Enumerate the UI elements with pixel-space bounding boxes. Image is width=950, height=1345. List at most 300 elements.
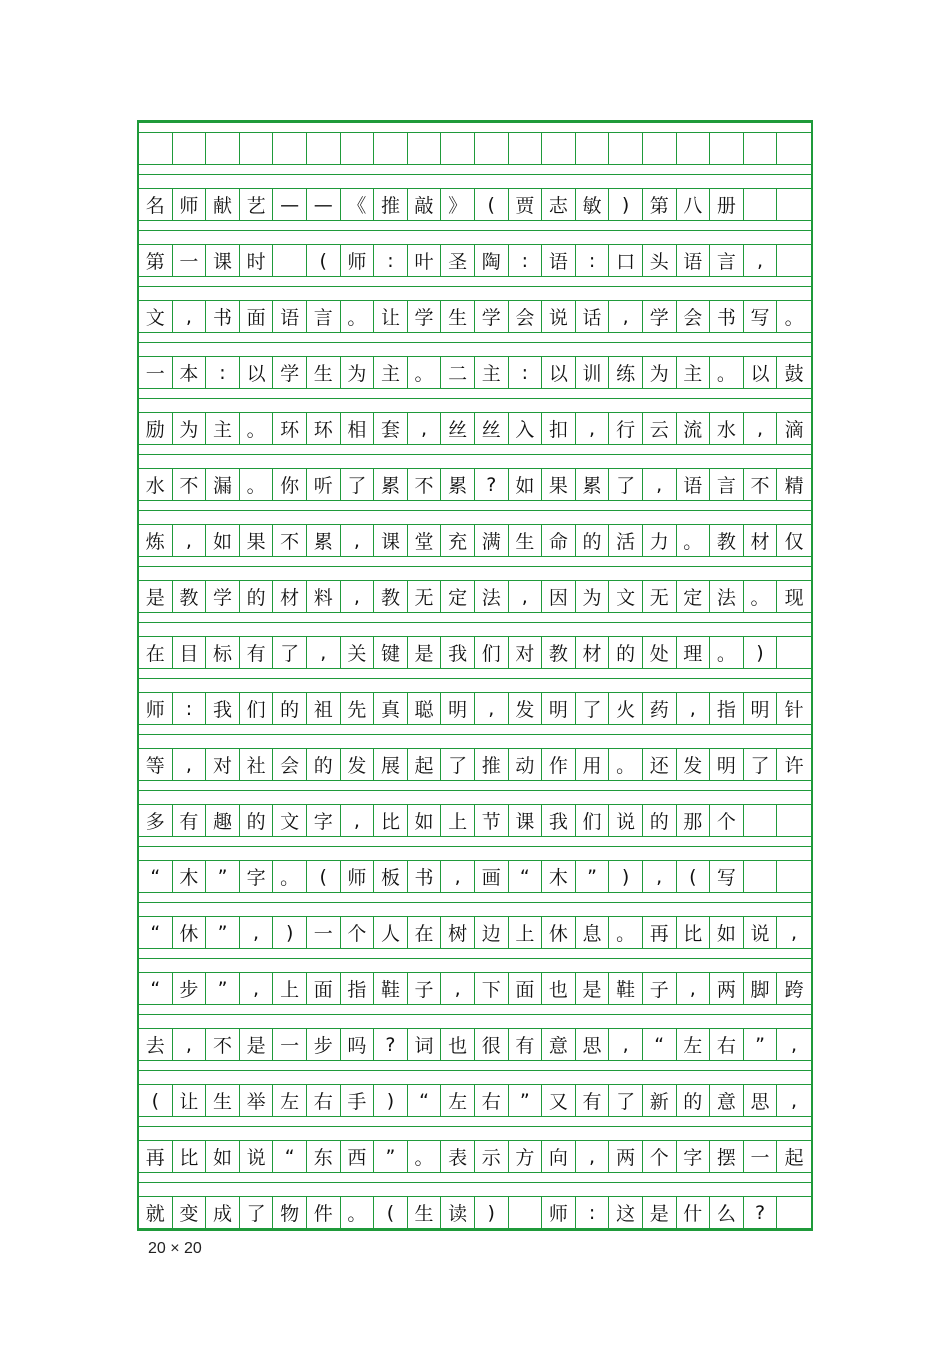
grid-cell: 多 <box>139 804 173 837</box>
grid-cell: “ <box>408 1084 442 1117</box>
grid-cell: ( <box>139 1084 173 1117</box>
grid-cell: 力 <box>643 524 677 557</box>
grid-cell: 发 <box>677 748 711 781</box>
grid-cell: 献 <box>206 188 240 221</box>
grid-cell: 言 <box>307 300 341 333</box>
grid-cell: , <box>744 244 778 277</box>
grid-cell: 如 <box>710 916 744 949</box>
grid-cell: 。 <box>777 300 811 333</box>
grid-cell: 如 <box>509 468 543 501</box>
grid-cell: , <box>576 412 610 445</box>
grid-cell: 么 <box>710 1196 744 1229</box>
grid-cell: 真 <box>374 692 408 725</box>
grid-cell: 有 <box>509 1028 543 1061</box>
grid-cell: 有 <box>173 804 207 837</box>
grid-cell: 个 <box>341 916 375 949</box>
grid-cell: ) <box>744 636 778 669</box>
grid-cell: 再 <box>643 916 677 949</box>
grid-cell: 敏 <box>576 188 610 221</box>
grid-cell: 漏 <box>206 468 240 501</box>
grid-cell: ? <box>374 1028 408 1061</box>
grid-cell <box>744 804 778 837</box>
grid-spacer-line <box>139 454 811 455</box>
grid-cell: 息 <box>576 916 610 949</box>
grid-cell: 发 <box>341 748 375 781</box>
grid-cell: 读 <box>441 1196 475 1229</box>
grid-cell: 的 <box>273 692 307 725</box>
grid-cell: 还 <box>643 748 677 781</box>
grid-cell: 向 <box>542 1140 576 1173</box>
grid-cell: 药 <box>643 692 677 725</box>
grid-cell: 指 <box>710 692 744 725</box>
grid-cell: 学 <box>643 300 677 333</box>
grid-cell: 新 <box>643 1084 677 1117</box>
grid-cell: 学 <box>408 300 442 333</box>
grid-cell: 堂 <box>408 524 442 557</box>
grid-cell: 云 <box>643 412 677 445</box>
grid-cell: 如 <box>206 524 240 557</box>
grid-cell <box>240 132 274 165</box>
grid-cell: 节 <box>475 804 509 837</box>
manuscript-grid-paper <box>137 120 813 1231</box>
grid-cell: 教 <box>173 580 207 613</box>
grid-cell: 左 <box>677 1028 711 1061</box>
grid-cell: “ <box>509 860 543 893</box>
grid-cell: — <box>273 188 307 221</box>
grid-cell <box>509 1196 543 1229</box>
grid-cell: 右 <box>710 1028 744 1061</box>
grid-cell: 累 <box>374 468 408 501</box>
grid-cell: 是 <box>643 1196 677 1229</box>
grid-cell: 什 <box>677 1196 711 1229</box>
grid-size-label: 20 × 20 <box>148 1240 202 1257</box>
grid-cell: , <box>173 1028 207 1061</box>
grid-cell: 物 <box>273 1196 307 1229</box>
grid-cell: 是 <box>139 580 173 613</box>
grid-cell: 生 <box>206 1084 240 1117</box>
grid-cell: 不 <box>744 468 778 501</box>
grid-cell: , <box>609 300 643 333</box>
grid-cell: 一 <box>307 916 341 949</box>
grid-cell: 说 <box>240 1140 274 1173</box>
grid-cell: 精 <box>777 468 811 501</box>
grid-cell: ( <box>374 1196 408 1229</box>
grid-cell: ” <box>206 972 240 1005</box>
grid-spacer-line <box>139 1126 811 1127</box>
grid-cell: 水 <box>139 468 173 501</box>
grid-cell: 会 <box>509 300 543 333</box>
grid-cell: 第 <box>643 188 677 221</box>
grid-row <box>139 300 811 333</box>
grid-cell: 。 <box>240 468 274 501</box>
grid-cell: 两 <box>710 972 744 1005</box>
grid-cell: 以 <box>240 356 274 389</box>
grid-cell: 推 <box>475 748 509 781</box>
grid-cell: 是 <box>408 636 442 669</box>
grid-cell <box>744 132 778 165</box>
grid-spacer-line <box>139 1182 811 1183</box>
grid-cell: 休 <box>542 916 576 949</box>
grid-spacer-line <box>139 622 811 623</box>
grid-spacer-line <box>139 902 811 903</box>
grid-cell: ” <box>509 1084 543 1117</box>
grid-cell: 。 <box>341 1196 375 1229</box>
grid-cell: 很 <box>475 1028 509 1061</box>
grid-cell: 的 <box>677 1084 711 1117</box>
grid-cell: 法 <box>475 580 509 613</box>
grid-cell: 就 <box>139 1196 173 1229</box>
grid-cell: 们 <box>576 804 610 837</box>
grid-cell: 再 <box>139 1140 173 1173</box>
grid-cell: 们 <box>475 636 509 669</box>
grid-cell: 仅 <box>777 524 811 557</box>
grid-cell: 师 <box>341 860 375 893</box>
grid-cell: 意 <box>542 1028 576 1061</box>
grid-cell: : <box>509 244 543 277</box>
grid-cell: 吗 <box>341 1028 375 1061</box>
grid-cell: 材 <box>273 580 307 613</box>
grid-spacer-line <box>139 1014 811 1015</box>
grid-row <box>139 580 811 613</box>
grid-cell: 主 <box>677 356 711 389</box>
grid-cell: 累 <box>576 468 610 501</box>
grid-cell: , <box>441 972 475 1005</box>
grid-cell: 鼓 <box>777 356 811 389</box>
grid-cell: 左 <box>273 1084 307 1117</box>
grid-spacer-line <box>139 286 811 287</box>
grid-cell <box>609 132 643 165</box>
grid-cell <box>744 188 778 221</box>
grid-cell: , <box>777 1084 811 1117</box>
grid-cell: , <box>240 972 274 1005</box>
grid-cell: 也 <box>542 972 576 1005</box>
grid-cell: 板 <box>374 860 408 893</box>
grid-cell: 作 <box>542 748 576 781</box>
grid-cell: 聪 <box>408 692 442 725</box>
grid-cell: 八 <box>677 188 711 221</box>
grid-cell <box>677 132 711 165</box>
grid-cell: 这 <box>609 1196 643 1229</box>
grid-cell: , <box>643 860 677 893</box>
grid-cell: 字 <box>677 1140 711 1173</box>
grid-cell: 。 <box>710 636 744 669</box>
grid-row <box>139 1028 811 1061</box>
grid-cell: 的 <box>240 804 274 837</box>
grid-cell: 志 <box>542 188 576 221</box>
grid-cell: 人 <box>374 916 408 949</box>
grid-cell: 你 <box>273 468 307 501</box>
grid-cell: 教 <box>374 580 408 613</box>
grid-cell: 。 <box>609 748 643 781</box>
grid-spacer-line <box>139 342 811 343</box>
grid-cell: 的 <box>609 636 643 669</box>
grid-cell: , <box>509 580 543 613</box>
grid-cell: 入 <box>509 412 543 445</box>
grid-cell: 。 <box>677 524 711 557</box>
grid-cell: 无 <box>643 580 677 613</box>
grid-cell: 不 <box>408 468 442 501</box>
grid-cell: 对 <box>206 748 240 781</box>
grid-cell: 炼 <box>139 524 173 557</box>
grid-cell: 面 <box>509 972 543 1005</box>
grid-cell: 累 <box>307 524 341 557</box>
grid-cell: 主 <box>374 356 408 389</box>
grid-cell: 了 <box>744 748 778 781</box>
grid-cell: 语 <box>542 244 576 277</box>
grid-cell: 推 <box>374 188 408 221</box>
grid-cell: 师 <box>173 188 207 221</box>
grid-cell: 。 <box>744 580 778 613</box>
grid-cell: 时 <box>240 244 274 277</box>
grid-cell: , <box>341 524 375 557</box>
grid-cell: 树 <box>441 916 475 949</box>
grid-cell: 的 <box>576 524 610 557</box>
grid-cell: 流 <box>677 412 711 445</box>
grid-cell <box>777 244 811 277</box>
grid-cell: ( <box>677 860 711 893</box>
grid-cell: 摆 <box>710 1140 744 1173</box>
grid-row <box>139 1140 811 1173</box>
grid-cell: — <box>307 188 341 221</box>
grid-cell: 不 <box>206 1028 240 1061</box>
grid-spacer-line <box>139 510 811 511</box>
grid-cell: 个 <box>710 804 744 837</box>
grid-cell: 了 <box>273 636 307 669</box>
grid-row <box>139 916 811 949</box>
grid-cell: 个 <box>643 1140 677 1173</box>
grid-cell: 》 <box>441 188 475 221</box>
grid-cell: 步 <box>173 972 207 1005</box>
grid-cell: 思 <box>576 1028 610 1061</box>
grid-cell: 写 <box>710 860 744 893</box>
grid-cell: 上 <box>273 972 307 1005</box>
grid-cell: 丝 <box>441 412 475 445</box>
grid-cell: 本 <box>173 356 207 389</box>
grid-cell: 变 <box>173 1196 207 1229</box>
grid-cell <box>139 132 173 165</box>
grid-cell: 果 <box>240 524 274 557</box>
grid-cell: 指 <box>341 972 375 1005</box>
grid-cell: 趣 <box>206 804 240 837</box>
grid-cell: 一 <box>139 356 173 389</box>
grid-cell: 是 <box>576 972 610 1005</box>
grid-cell: 动 <box>509 748 543 781</box>
grid-cell: 字 <box>307 804 341 837</box>
grid-cell: 步 <box>307 1028 341 1061</box>
grid-cell: 法 <box>710 580 744 613</box>
grid-cell: ? <box>475 468 509 501</box>
grid-cell: 如 <box>206 1140 240 1173</box>
grid-cell <box>777 188 811 221</box>
grid-cell: 了 <box>441 748 475 781</box>
grid-cell <box>777 636 811 669</box>
grid-cell: 一 <box>273 1028 307 1061</box>
grid-row <box>139 1084 811 1117</box>
grid-cell: ” <box>374 1140 408 1173</box>
grid-row <box>139 412 811 445</box>
grid-cell: 表 <box>441 1140 475 1173</box>
grid-cell: 说 <box>542 300 576 333</box>
grid-cell: 敲 <box>408 188 442 221</box>
grid-cell: , <box>777 1028 811 1061</box>
grid-cell: 的 <box>307 748 341 781</box>
grid-cell: 因 <box>542 580 576 613</box>
grid-cell: 又 <box>542 1084 576 1117</box>
grid-cell: 目 <box>173 636 207 669</box>
grid-cell: 等 <box>139 748 173 781</box>
grid-cell: , <box>643 468 677 501</box>
grid-cell: ) <box>475 1196 509 1229</box>
grid-cell: 语 <box>677 468 711 501</box>
grid-spacer-line <box>139 1070 811 1071</box>
grid-cell: 木 <box>542 860 576 893</box>
grid-cell: 。 <box>710 356 744 389</box>
grid-cell: : <box>576 1196 610 1229</box>
grid-cell: 了 <box>609 468 643 501</box>
grid-cell: 边 <box>475 916 509 949</box>
grid-cell <box>307 132 341 165</box>
grid-cell: , <box>475 692 509 725</box>
grid-cell: 师 <box>139 692 173 725</box>
grid-cell <box>710 132 744 165</box>
grid-cell: 下 <box>475 972 509 1005</box>
grid-cell: 语 <box>677 244 711 277</box>
grid-cell: , <box>408 412 442 445</box>
grid-cell: 我 <box>441 636 475 669</box>
grid-cell: , <box>576 1140 610 1173</box>
grid-cell: 陶 <box>475 244 509 277</box>
grid-cell: 相 <box>341 412 375 445</box>
grid-cell: 举 <box>240 1084 274 1117</box>
grid-cell: 学 <box>475 300 509 333</box>
grid-cell: 去 <box>139 1028 173 1061</box>
grid-cell: 示 <box>475 1140 509 1173</box>
grid-cell: ( <box>307 860 341 893</box>
grid-cell: 社 <box>240 748 274 781</box>
grid-cell: 主 <box>475 356 509 389</box>
grid-cell: 词 <box>408 1028 442 1061</box>
grid-cell: 会 <box>273 748 307 781</box>
grid-cell: 理 <box>677 636 711 669</box>
grid-cell: 的 <box>643 804 677 837</box>
grid-cell <box>475 132 509 165</box>
grid-row <box>139 748 811 781</box>
grid-cell: 不 <box>273 524 307 557</box>
grid-cell: 。 <box>609 916 643 949</box>
grid-cell: 右 <box>307 1084 341 1117</box>
grid-spacer-line <box>139 174 811 175</box>
grid-cell: 比 <box>677 916 711 949</box>
grid-cell: 画 <box>475 860 509 893</box>
grid-cell <box>777 132 811 165</box>
grid-cell: ? <box>744 1196 778 1229</box>
grid-spacer-line <box>139 398 811 399</box>
grid-row <box>139 972 811 1005</box>
grid-cell: 明 <box>744 692 778 725</box>
grid-cell: 励 <box>139 412 173 445</box>
grid-spacer-line <box>139 790 811 791</box>
grid-cell: 起 <box>408 748 442 781</box>
grid-cell: 为 <box>576 580 610 613</box>
grid-cell: 丝 <box>475 412 509 445</box>
grid-cell: 训 <box>576 356 610 389</box>
grid-cell: 生 <box>408 1196 442 1229</box>
grid-cell: 思 <box>744 1084 778 1117</box>
grid-cell: 文 <box>609 580 643 613</box>
grid-cell <box>643 132 677 165</box>
grid-cell: 们 <box>240 692 274 725</box>
grid-cell: 名 <box>139 188 173 221</box>
grid-cell: 的 <box>240 580 274 613</box>
grid-cell: 学 <box>273 356 307 389</box>
grid-cell: 话 <box>576 300 610 333</box>
grid-row <box>139 636 811 669</box>
grid-cell <box>744 860 778 893</box>
grid-cell: 文 <box>273 804 307 837</box>
grid-cell: 教 <box>710 524 744 557</box>
grid-cell: 叶 <box>408 244 442 277</box>
grid-cell: ) <box>609 860 643 893</box>
grid-cell: 鞋 <box>374 972 408 1005</box>
grid-cell: ) <box>374 1084 408 1117</box>
grid-cell: 听 <box>307 468 341 501</box>
grid-cell: 明 <box>542 692 576 725</box>
grid-cell <box>777 860 811 893</box>
grid-cell: 意 <box>710 1084 744 1117</box>
grid-cell: 比 <box>374 804 408 837</box>
grid-spacer-line <box>139 958 811 959</box>
grid-cell: 。 <box>273 860 307 893</box>
grid-cell: , <box>744 412 778 445</box>
grid-cell: 练 <box>609 356 643 389</box>
grid-cell: “ <box>139 972 173 1005</box>
grid-cell: : <box>509 356 543 389</box>
grid-cell: 面 <box>307 972 341 1005</box>
grid-cell: 许 <box>777 748 811 781</box>
grid-cell: 在 <box>139 636 173 669</box>
grid-cell: 一 <box>744 1140 778 1173</box>
grid-cell: 会 <box>677 300 711 333</box>
grid-cell: 充 <box>441 524 475 557</box>
grid-cell: “ <box>273 1140 307 1173</box>
grid-cell: 有 <box>240 636 274 669</box>
grid-cell: 师 <box>341 244 375 277</box>
grid-cell <box>273 132 307 165</box>
grid-cell: 成 <box>206 1196 240 1229</box>
grid-cell: “ <box>139 860 173 893</box>
grid-cell: 明 <box>710 748 744 781</box>
grid-cell: 第 <box>139 244 173 277</box>
grid-cell: 说 <box>609 804 643 837</box>
grid-cell: ( <box>307 244 341 277</box>
grid-cell: 让 <box>173 1084 207 1117</box>
grid-cell: , <box>173 300 207 333</box>
grid-cell: 针 <box>777 692 811 725</box>
grid-row <box>139 524 811 557</box>
grid-cell: 。 <box>408 1140 442 1173</box>
grid-cell <box>509 132 543 165</box>
grid-cell: 也 <box>441 1028 475 1061</box>
grid-cell <box>273 244 307 277</box>
grid-cell: ” <box>744 1028 778 1061</box>
grid-cell <box>374 132 408 165</box>
grid-cell: 不 <box>173 468 207 501</box>
grid-cell: 键 <box>374 636 408 669</box>
grid-cell: 头 <box>643 244 677 277</box>
grid-cell: , <box>609 1028 643 1061</box>
grid-cell: , <box>173 524 207 557</box>
grid-cell: 祖 <box>307 692 341 725</box>
